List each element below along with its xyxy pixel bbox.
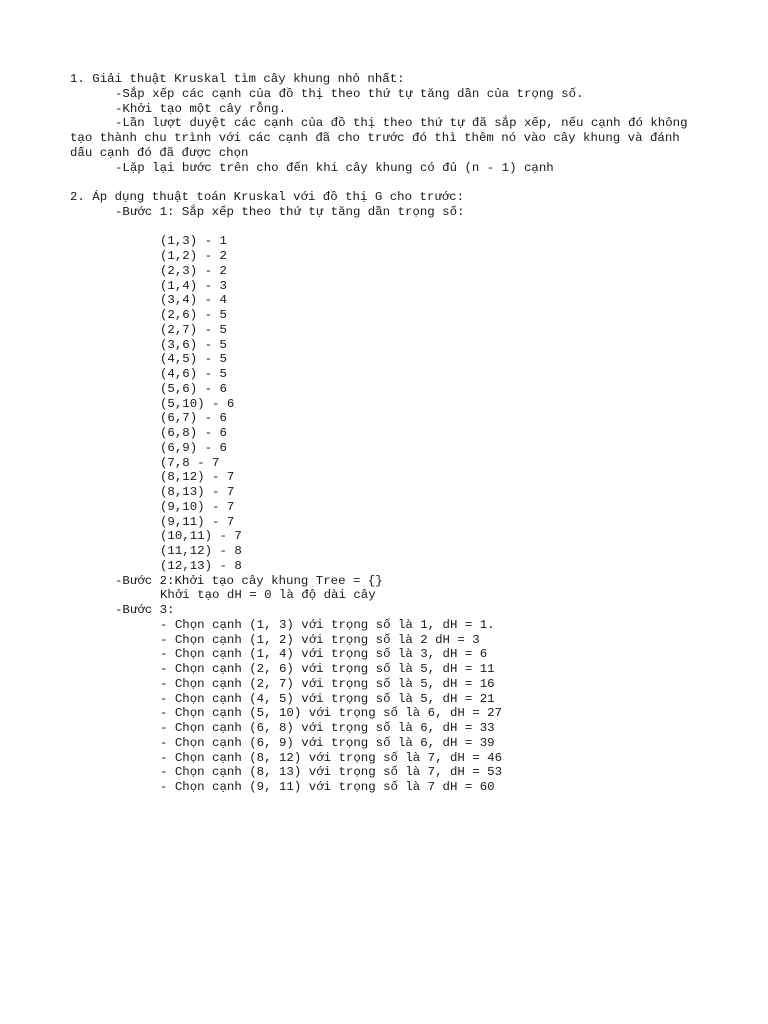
- section1-heading: 1. Giải thuật Kruskal tìm cây khung nhỏ nhất:: [70, 72, 405, 86]
- sorted-edge: (5,6) - 6: [160, 381, 227, 396]
- chosen-edge: - Chọn cạnh (2, 6) với trọng số là 5, dH = 11: [160, 662, 495, 676]
- sorted-edge: (5,10) - 6: [160, 396, 235, 411]
- chosen-edge: - Chọn cạnh (8, 12) với trọng số là 7, dH = 46: [160, 750, 503, 765]
- sorted-edge: (2,3) - 2: [160, 263, 227, 278]
- paragraph-gap: [70, 175, 760, 190]
- chosen-edge: - Chọn cạnh (1, 2) với trọng số là 2 dH = 3: [160, 632, 480, 647]
- document-body: [70, 72, 760, 795]
- step2-label: -Bước 2:Khởi tạo cây khung Tree = {}: [115, 573, 383, 588]
- paragraph-gap: [70, 220, 760, 235]
- sorted-edge: (11,12) - 8: [160, 544, 242, 558]
- step-repeat: -Lặp lại bước trên cho đến khi cây khung có đủ (n - 1) cạnh: [115, 160, 554, 175]
- step-iterate-line2: tạo thành chu trình với các cạnh đã cho trước đó thì thêm nó vào cây khung và đánh: [70, 131, 680, 145]
- sorted-edge: (6,9) - 6: [160, 440, 227, 455]
- step2-note: Khởi tạo dH = 0 là độ dài cây: [160, 588, 376, 603]
- sorted-edge: (4,6) - 5: [160, 367, 227, 381]
- chosen-edge-list: [70, 618, 760, 795]
- chosen-edge: - Chọn cạnh (4, 5) với trọng số là 5, dH = 21: [160, 691, 495, 706]
- sorted-edge: (9,11) - 7: [160, 514, 235, 529]
- step-sort-edges: -Sắp xếp các cạnh của đồ thị theo thứ tự tăng dần của trọng số.: [115, 86, 584, 101]
- sorted-edge: (8,13) - 7: [160, 485, 235, 499]
- step-iterate-line1: -Lần lượt duyệt các cạnh của đồ thị theo thứ tự đã sắp xếp, nếu cạnh đó không: [115, 116, 688, 131]
- step-iterate-line3: dấu cạnh đó đã được chọn: [70, 145, 249, 160]
- sorted-edge: (7,8 - 7: [160, 455, 220, 470]
- sorted-edge: (4,5) - 5: [160, 352, 227, 367]
- chosen-edge: - Chọn cạnh (2, 7) với trọng số là 5, dH = 16: [160, 676, 495, 691]
- chosen-edge: - Chọn cạnh (1, 3) với trọng số là 1, dH = 1.: [160, 617, 495, 632]
- sorted-edge: (6,8) - 6: [160, 426, 227, 440]
- sorted-edge: (8,12) - 7: [160, 470, 235, 485]
- step-init-tree: -Khởi tạo một cây rỗng.: [115, 101, 287, 116]
- chosen-edge: - Chọn cạnh (9, 11) với trọng số là 7 dH = 60: [160, 780, 495, 794]
- sorted-edge: (2,7) - 5: [160, 322, 227, 337]
- sorted-edge-list: [70, 234, 760, 573]
- chosen-edge: - Chọn cạnh (8, 13) với trọng số là 7, dH = 53: [160, 765, 503, 780]
- sorted-edge: (2,6) - 5: [160, 308, 227, 322]
- chosen-edge: - Chọn cạnh (6, 9) với trọng số là 6, dH = 39: [160, 735, 495, 750]
- sorted-edge: (1,4) - 3: [160, 278, 227, 293]
- sorted-edge: (1,3) - 1: [160, 234, 227, 249]
- sorted-edge: (3,6) - 5: [160, 337, 227, 352]
- chosen-edge: - Chọn cạnh (6, 8) với trọng số là 6, dH = 33: [160, 721, 495, 735]
- sorted-edge: (9,10) - 7: [160, 499, 235, 514]
- chosen-edge: - Chọn cạnh (5, 10) với trọng số là 6, dH = 27: [160, 706, 503, 721]
- sorted-edge: (3,4) - 4: [160, 293, 227, 308]
- sorted-edge: (6,7) - 6: [160, 411, 227, 426]
- section2-heading: 2. Áp dụng thuật toán Kruskal với đồ thị G cho trước:: [70, 190, 465, 204]
- step1-label: -Bước 1: Sắp xếp theo thứ tự tăng dần trọng số:: [115, 204, 465, 219]
- chosen-edge: - Chọn cạnh (1, 4) với trọng số là 3, dH = 6: [160, 647, 488, 662]
- sorted-edge: (10,11) - 7: [160, 529, 242, 544]
- sorted-edge: (1,2) - 2: [160, 249, 227, 263]
- sorted-edge: (12,13) - 8: [160, 558, 242, 573]
- step3-label: -Bước 3:: [115, 603, 175, 617]
